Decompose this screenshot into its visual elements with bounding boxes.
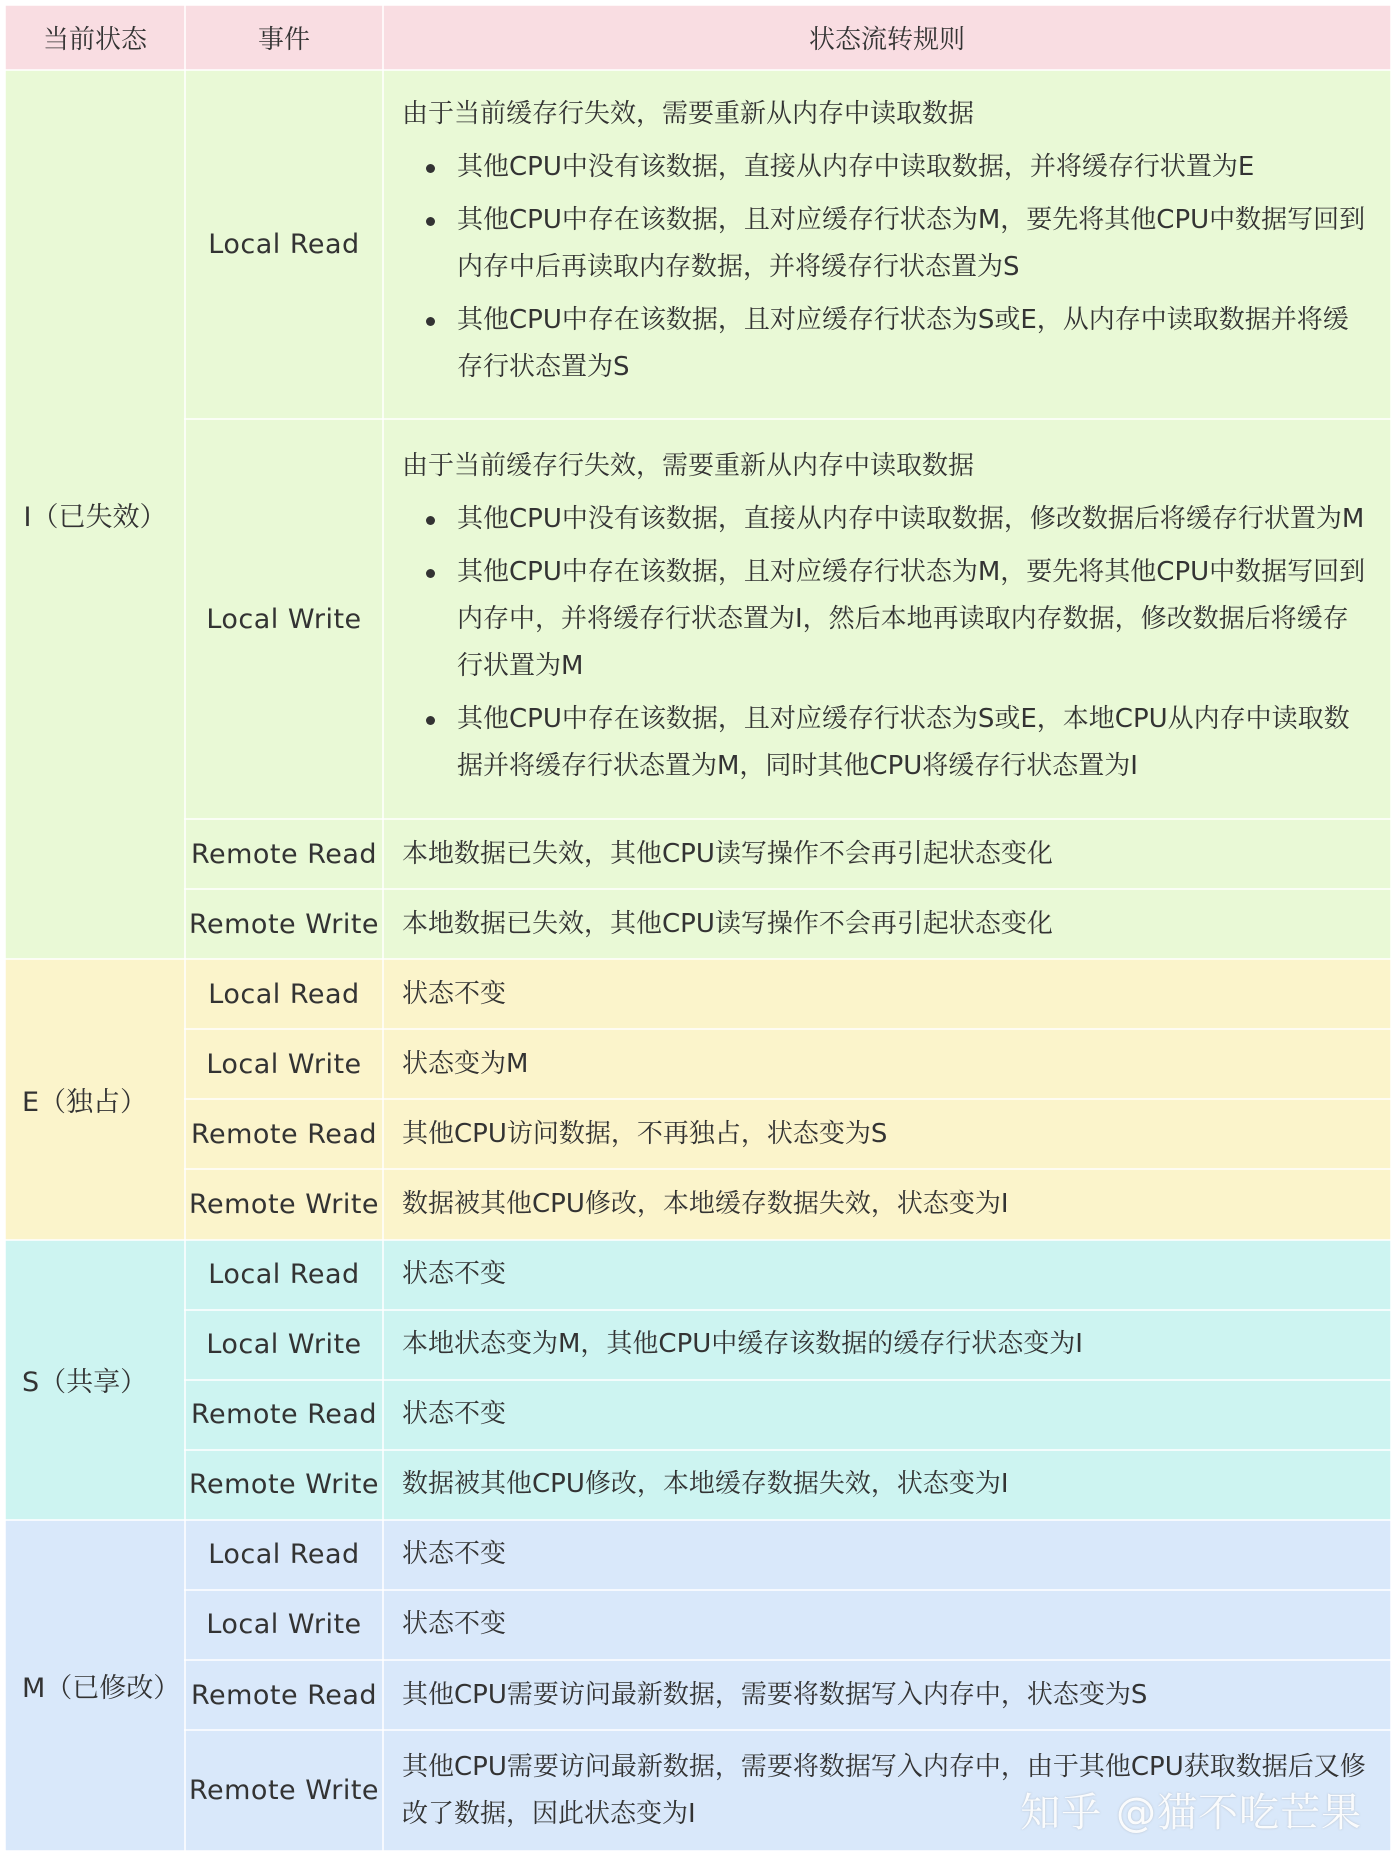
rule-cell <box>383 419 1391 819</box>
event-remote-read: Remote Read <box>185 1660 383 1730</box>
table-row <box>5 1660 1391 1730</box>
bullet-text: 其他CPU中存在该数据，且对应缓存行状态为M，要先将其他CPU中数据写回到内存中，并将缓存行状态置为I，然后本地再读取内存数据，修改数据后将缓存行状置为M <box>457 556 1366 681</box>
rule-text: 状态不变 <box>383 959 1391 1029</box>
event-local-write: Local Write <box>185 1590 383 1660</box>
rule-intro: 由于当前缓存行失效，需要重新从内存中读取数据 <box>402 99 975 130</box>
table-row <box>5 959 1391 1029</box>
rule-text: 状态不变 <box>383 1590 1391 1660</box>
bullet-text: 其他CPU中存在该数据，且对应缓存行状态为M，要先将其他CPU中数据写回到内存中后再读取内存数据，并将缓存行状态置为S <box>457 205 1366 283</box>
rule-text: 数据被其他CPU修改，本地缓存数据失效，状态变为I <box>383 1169 1391 1239</box>
rule-text: 状态不变 <box>383 1380 1391 1450</box>
state-exclusive: E（独占） <box>5 959 185 1239</box>
header-event: 事件 <box>185 5 383 70</box>
bullet-icon <box>426 569 435 578</box>
event-local-read: Local Read <box>185 70 383 419</box>
list-item <box>402 144 1370 191</box>
rule-text: 其他CPU需要访问最新数据，需要将数据写入内存中，状态变为S <box>383 1660 1391 1730</box>
header-transition-rule: 状态流转规则 <box>383 5 1391 70</box>
table-row <box>5 1310 1391 1380</box>
bullet-text: 其他CPU中没有该数据，直接从内存中读取数据，并将缓存行状置为E <box>457 152 1255 183</box>
mesi-state-table <box>4 4 1392 1852</box>
bullet-text: 其他CPU中存在该数据，且对应缓存行状态为S或E，本地CPU从内存中读取数据并将缓存行状态置为M，同时其他CPU将缓存行状态置为I <box>457 703 1350 781</box>
table-row <box>5 1590 1391 1660</box>
table-row <box>5 1169 1391 1239</box>
event-remote-write: Remote Write <box>185 1730 383 1851</box>
list-item <box>402 297 1370 391</box>
event-local-write: Local Write <box>185 419 383 819</box>
list-item <box>402 496 1370 543</box>
bullet-icon <box>426 716 435 725</box>
bullet-icon <box>426 317 435 326</box>
rule-cell <box>383 70 1391 419</box>
event-remote-write: Remote Write <box>185 1450 383 1520</box>
rule-text: 状态不变 <box>383 1240 1391 1310</box>
bullet-text: 其他CPU中没有该数据，直接从内存中读取数据，修改数据后将缓存行状置为M <box>457 503 1365 534</box>
list-item <box>402 549 1370 690</box>
list-item <box>402 696 1370 790</box>
rule-bullet-list <box>402 496 1370 790</box>
bullet-text: 其他CPU中存在该数据，且对应缓存行状态为S或E，从内存中读取数据并将缓存行状态置为S <box>457 305 1349 383</box>
event-remote-read: Remote Read <box>185 1099 383 1169</box>
rule-text: 数据被其他CPU修改，本地缓存数据失效，状态变为I <box>383 1450 1391 1520</box>
list-item <box>402 197 1370 291</box>
table-header-row <box>5 5 1391 70</box>
bullet-icon <box>426 516 435 525</box>
event-remote-read: Remote Read <box>185 1380 383 1450</box>
event-local-read: Local Read <box>185 1520 383 1590</box>
event-remote-write: Remote Write <box>185 889 383 959</box>
state-invalid: I（已失效） <box>5 70 185 960</box>
event-local-read: Local Read <box>185 1240 383 1310</box>
rule-text: 本地数据已失效，其他CPU读写操作不会再引起状态变化 <box>383 889 1391 959</box>
event-local-write: Local Write <box>185 1029 383 1099</box>
table-row <box>5 819 1391 889</box>
table-row <box>5 70 1391 419</box>
rule-text: 本地数据已失效，其他CPU读写操作不会再引起状态变化 <box>383 819 1391 889</box>
table-row <box>5 889 1391 959</box>
rule-text: 本地状态变为M，其他CPU中缓存该数据的缓存行状态变为I <box>383 1310 1391 1380</box>
event-local-write: Local Write <box>185 1310 383 1380</box>
event-local-read: Local Read <box>185 959 383 1029</box>
bullet-icon <box>426 217 435 226</box>
table-row <box>5 1380 1391 1450</box>
table-row <box>5 419 1391 819</box>
watermark: 知乎 @猫不吃芒果 <box>1020 1790 1362 1836</box>
header-current-state: 当前状态 <box>5 5 185 70</box>
rule-bullet-list <box>402 144 1370 391</box>
table-row <box>5 1099 1391 1169</box>
state-modified: M（已修改） <box>5 1520 185 1851</box>
rule-text: 状态变为M <box>383 1029 1391 1099</box>
event-remote-write: Remote Write <box>185 1169 383 1239</box>
rule-intro: 由于当前缓存行失效，需要重新从内存中读取数据 <box>402 450 975 481</box>
table-row <box>5 1029 1391 1099</box>
bullet-icon <box>426 164 435 173</box>
rule-text: 其他CPU访问数据，不再独占，状态变为S <box>383 1099 1391 1169</box>
event-remote-read: Remote Read <box>185 819 383 889</box>
table-row <box>5 1520 1391 1590</box>
rule-text: 其他CPU需要访问最新数据，需要将数据写入内存中，由于其他CPU获取数据后又修改了数据，因此状态变为I <box>383 1730 1391 1851</box>
table-row <box>5 1240 1391 1310</box>
rule-text: 状态不变 <box>383 1520 1391 1590</box>
state-shared: S（共享） <box>5 1240 185 1520</box>
table-row <box>5 1450 1391 1520</box>
